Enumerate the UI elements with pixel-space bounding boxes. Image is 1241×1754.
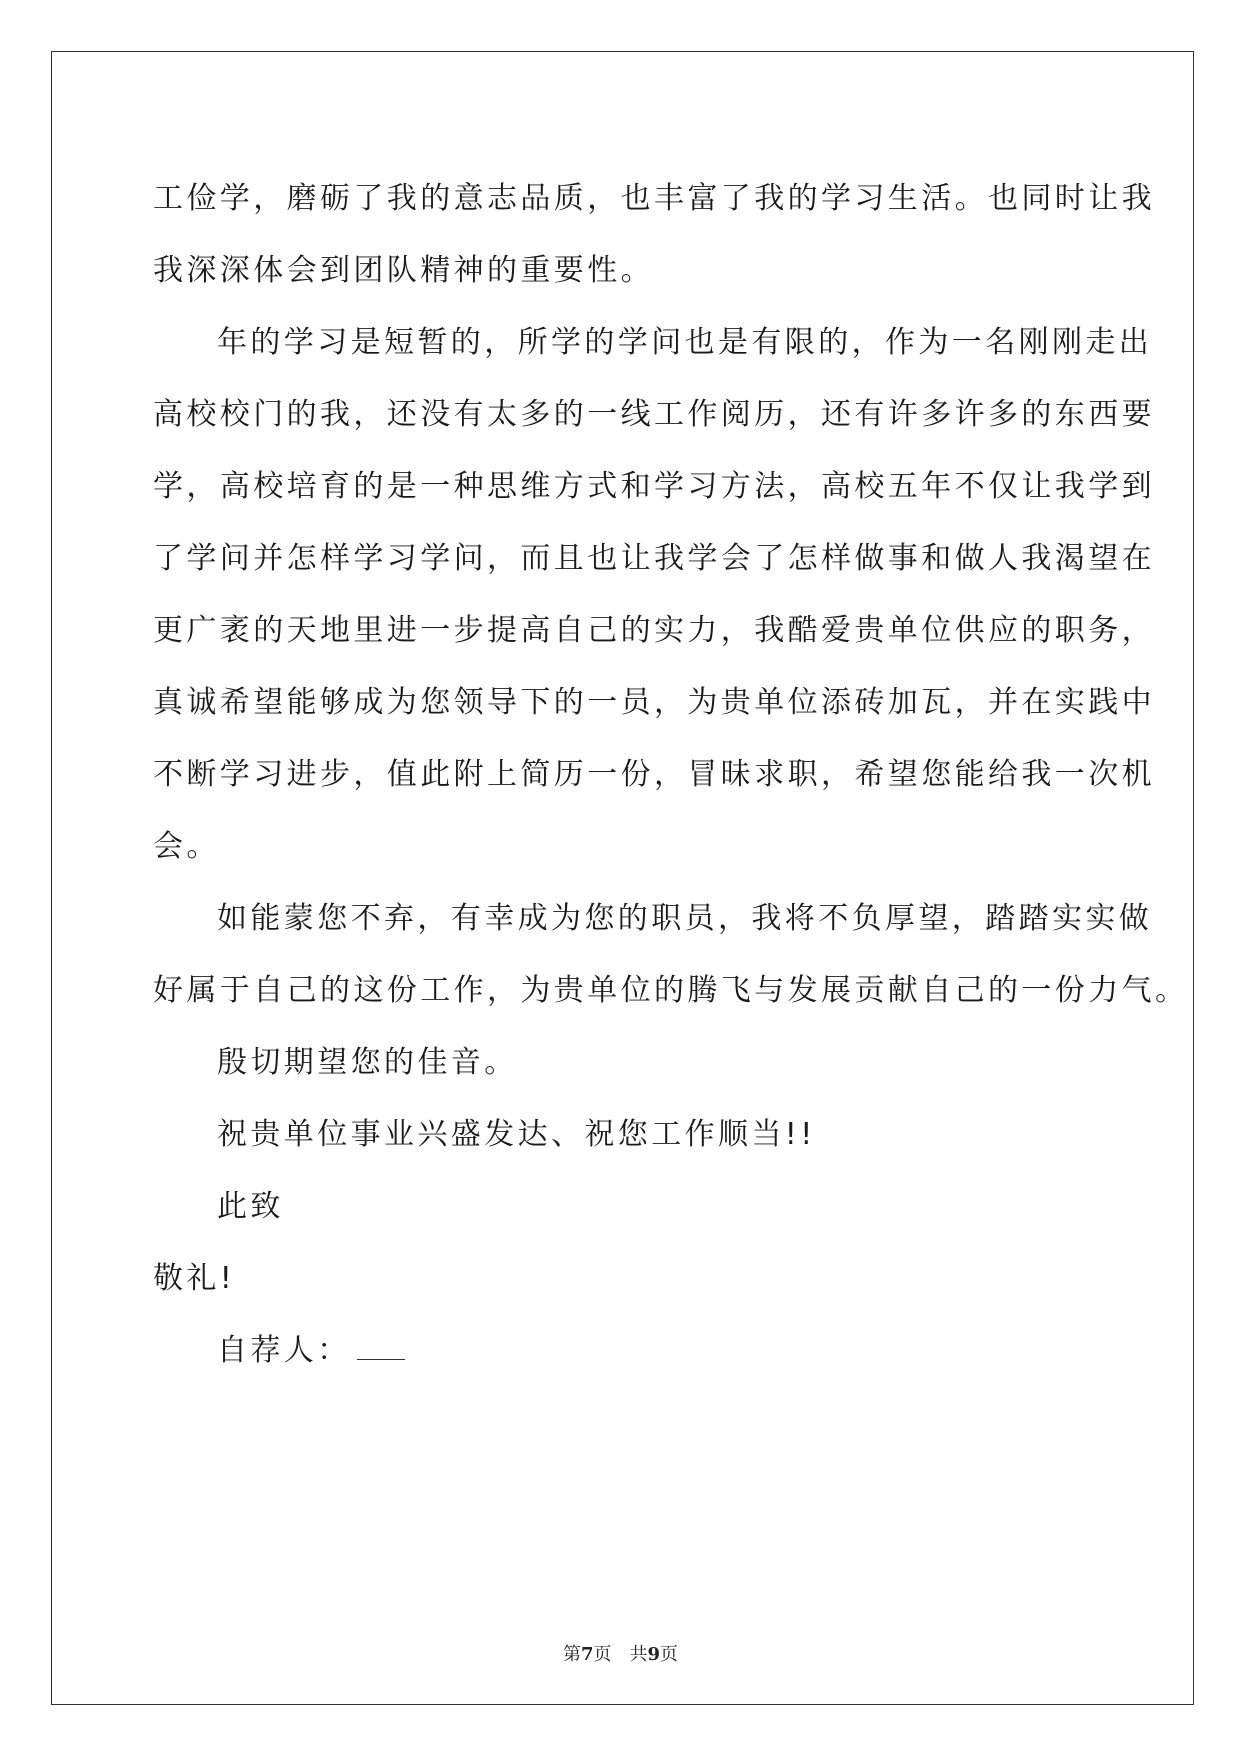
paragraph-line: 好属于自己的这份工作，为贵单位的腾飞与发展贡献自己的一份力气。 [153,973,1189,1008]
paragraph-line: 更广袤的天地里进一步提高自己的实力，我酷爱贵单位供应的职务， [153,613,1155,648]
page-prefix: 第 [562,1644,581,1665]
paragraph-line: 了学问并怎样学习学问，而且也让我学会了怎样做事和做人我渴望在 [153,541,1155,576]
total-suffix: 页 [660,1644,679,1665]
closing-wish: 殷切期望您的佳音。 [217,1045,518,1080]
signature-blank [357,1335,405,1360]
paragraph-line: 工俭学，磨砺了我的意志品质，也丰富了我的学习生活。也同时让我 [153,181,1155,216]
document-body [153,163,1189,1387]
paragraph-line: 不断学习进步，值此附上简历一份，冒昧求职，希望您能给我一次机 [153,757,1155,792]
total-prefix: 共 [629,1644,648,1665]
closing-salutation: 此致 [217,1189,284,1224]
page-current: 7 [580,1644,594,1665]
signature-line [153,1315,1093,1387]
signature-label: 自荐人： [217,1333,351,1368]
paragraph-line: 学，高校培育的是一种思维方式和学习方法，高校五年不仅让我学到 [153,469,1155,504]
page-suffix: 页 [593,1644,612,1665]
paragraph-line: 如能蒙您不弃，有幸成为您的职员，我将不负厚望，踏踏实实做 [217,901,1153,936]
paragraph-line: 会。 [153,829,220,864]
closing-blessing: 祝贵单位事业兴盛发达、祝您工作顺当!! [217,1117,816,1152]
paragraph-line: 年的学习是短暂的，所学的学问也是有限的，作为一名刚刚走出 [217,325,1153,360]
page-footer [0,1640,1241,1666]
paragraph-line: 我深深体会到团队精神的重要性。 [153,253,654,288]
paragraph-line: 真诚希望能够成为您领导下的一员，为贵单位添砖加瓦，并在实践中 [153,685,1155,720]
page-total: 9 [647,1644,661,1665]
closing-regards: 敬礼! [153,1261,236,1296]
paragraph-line: 高校校门的我，还没有太多的一线工作阅历，还有许多许多的东西要 [153,397,1155,432]
